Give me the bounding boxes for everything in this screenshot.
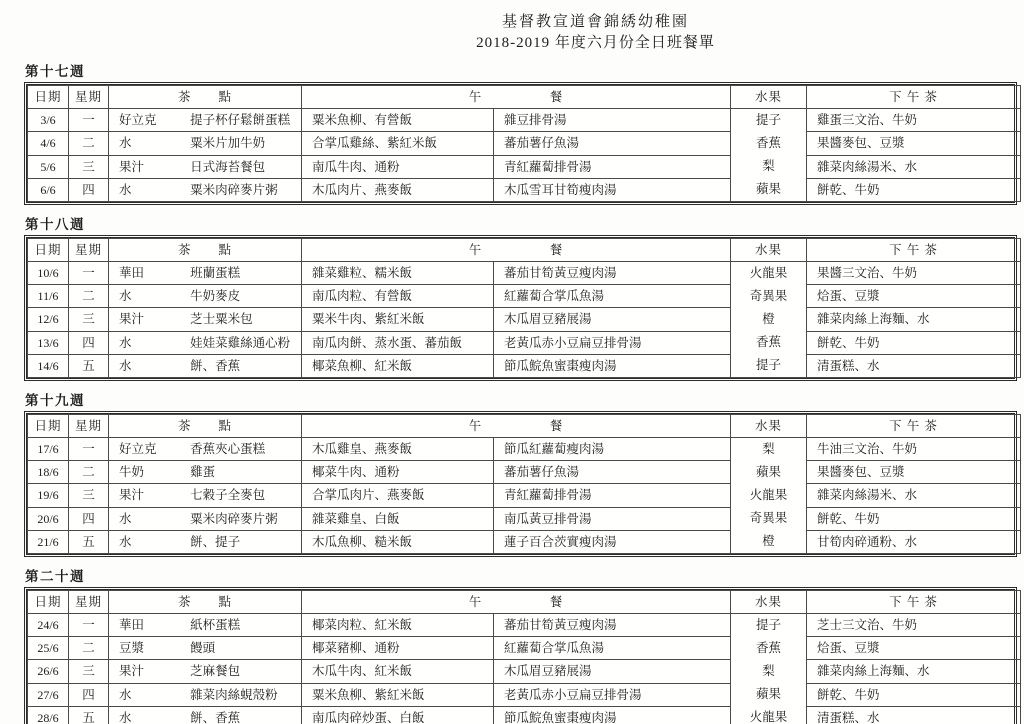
lunch-dish-cell: 粟米魚柳、紫紅米飯 — [302, 683, 494, 706]
snack-food-label: 雜菜肉絲蜆殼粉 — [190, 687, 278, 702]
date-cell: 6/6 — [28, 178, 69, 201]
snack-food-label: 饅頭 — [190, 641, 216, 656]
snack-food-label: 提子杯仔鬆餅蛋糕 — [190, 113, 291, 128]
date-cell: 13/6 — [28, 331, 69, 354]
lunch-dish-cell: 椰菜魚柳、紅米飯 — [302, 354, 494, 377]
fruit-label: 橙 — [762, 312, 775, 326]
lunch-dish-cell: 粟米牛肉、紫紅米飯 — [302, 308, 494, 331]
weekday-cell: 三 — [69, 484, 109, 507]
snack-cell — [109, 683, 302, 706]
fruit-label: 火龍果 — [749, 710, 788, 724]
fruit-label: 香蕉 — [756, 136, 782, 150]
column-header-snack: 茶 點 — [109, 239, 302, 262]
menu-row — [28, 308, 1021, 331]
column-header-weekday: 星期 — [69, 415, 109, 438]
lunch-dish-cell: 椰菜牛肉、通粉 — [302, 461, 494, 484]
snack-food-label: 粟米肉碎麥片粥 — [190, 182, 278, 197]
date-cell: 25/6 — [28, 637, 69, 660]
lunch-dish-cell: 木瓜肉片、燕麥飯 — [302, 178, 494, 201]
weekday-cell: 五 — [69, 706, 109, 724]
afternoon-tea-cell: 雜菜肉絲上海麵、水 — [807, 660, 1021, 683]
snack-drink-label: 水 — [119, 335, 132, 350]
snack-drink-label: 果汁 — [119, 312, 145, 327]
week-title: 第二十週 — [25, 569, 85, 584]
weekday-cell: 三 — [69, 660, 109, 683]
date-cell: 28/6 — [28, 706, 69, 724]
snack-cell — [109, 109, 302, 132]
lunch-dish-cell: 南瓜牛肉、通粉 — [302, 155, 494, 178]
column-header-weekday: 星期 — [69, 591, 109, 614]
date-cell: 26/6 — [28, 660, 69, 683]
fruit-label: 火龍果 — [749, 488, 788, 502]
weekday-cell: 二 — [69, 461, 109, 484]
snack-drink-label: 水 — [119, 358, 132, 373]
weekday-cell: 一 — [69, 109, 109, 132]
menu-row — [28, 507, 1021, 530]
date-cell: 10/6 — [28, 262, 69, 285]
snack-food-label: 芝麻餐包 — [190, 664, 241, 679]
weekday-cell: 三 — [69, 308, 109, 331]
lunch-soup-cell: 南瓜黃豆排骨湯 — [494, 507, 731, 530]
snack-drink-label: 好立克 — [119, 113, 157, 128]
snack-drink-label: 水 — [119, 687, 132, 702]
menu-row — [28, 354, 1021, 377]
fruit-label: 蘋果 — [756, 687, 782, 701]
afternoon-tea-cell: 雜菜肉絲湯米、水 — [807, 484, 1021, 507]
snack-food-label: 娃娃菜雞絲通心粉 — [190, 335, 291, 350]
column-header-afternoon-tea: 下 午 茶 — [807, 415, 1021, 438]
column-header-lunch: 午 餐 — [302, 239, 731, 262]
afternoon-tea-cell: 餅乾、牛奶 — [807, 331, 1021, 354]
lunch-dish-cell: 合掌瓜雞絲、紫紅米飯 — [302, 132, 494, 155]
snack-drink-label: 水 — [119, 182, 132, 197]
lunch-dish-cell: 南瓜肉粒、有營飯 — [302, 285, 494, 308]
snack-drink-label: 華田 — [119, 618, 145, 633]
weekday-cell: 五 — [69, 530, 109, 553]
lunch-soup-cell: 蕃茄薯仔魚湯 — [494, 461, 731, 484]
fruit-label: 梨 — [762, 664, 775, 678]
snack-cell — [109, 438, 302, 461]
menu-row — [28, 706, 1021, 724]
date-cell: 17/6 — [28, 438, 69, 461]
lunch-dish-cell: 木瓜魚柳、糙米飯 — [302, 530, 494, 553]
week-section — [24, 389, 1017, 557]
menu-row — [28, 530, 1021, 553]
snack-cell — [109, 354, 302, 377]
header-row — [28, 591, 1021, 614]
fruit-label: 香蕉 — [756, 641, 782, 655]
weekday-cell: 四 — [69, 683, 109, 706]
date-cell: 14/6 — [28, 354, 69, 377]
weekday-cell: 四 — [69, 331, 109, 354]
week-title: 第十八週 — [25, 217, 85, 232]
fruit-label: 橙 — [762, 534, 775, 548]
afternoon-tea-cell: 雜菜肉絲湯米、水 — [807, 155, 1021, 178]
date-cell: 5/6 — [28, 155, 69, 178]
snack-drink-label: 水 — [119, 534, 132, 549]
lunch-dish-cell: 合掌瓜肉片、燕麥飯 — [302, 484, 494, 507]
afternoon-tea-cell: 果醬三文治、牛奶 — [807, 262, 1021, 285]
snack-food-label: 餅、香蕉 — [190, 710, 241, 724]
column-header-afternoon-tea: 下 午 茶 — [807, 239, 1021, 262]
menu-table — [24, 587, 1017, 724]
lunch-soup-cell: 青紅蘿蔔排骨湯 — [494, 155, 731, 178]
lunch-dish-cell: 木瓜雞皇、燕麥飯 — [302, 438, 494, 461]
snack-cell — [109, 660, 302, 683]
week-title: 第十七週 — [25, 64, 85, 79]
snack-food-label: 雞蛋 — [190, 465, 216, 480]
week-section — [24, 213, 1017, 381]
lunch-dish-cell: 南瓜肉碎炒蛋、白飯 — [302, 706, 494, 724]
lunch-dish-cell: 椰菜肉粒、紅米飯 — [302, 614, 494, 637]
weekday-cell: 二 — [69, 132, 109, 155]
lunch-soup-cell: 蕃茄甘筍黃豆瘦肉湯 — [494, 262, 731, 285]
column-header-lunch: 午 餐 — [302, 591, 731, 614]
snack-food-label: 七穀子全麥包 — [190, 488, 266, 503]
snack-food-label: 粟米片加牛奶 — [190, 136, 266, 151]
fruit-label: 蘋果 — [756, 465, 782, 479]
column-header-weekday: 星期 — [69, 86, 109, 109]
lunch-dish-cell: 椰菜豬柳、通粉 — [302, 637, 494, 660]
menu-row — [28, 132, 1021, 155]
menu-row — [28, 109, 1021, 132]
fruit-label: 提子 — [756, 618, 782, 632]
lunch-soup-cell: 節瓜鯇魚蜜棗瘦肉湯 — [494, 354, 731, 377]
snack-drink-label: 水 — [119, 710, 132, 724]
afternoon-tea-cell: 烚蛋、豆漿 — [807, 637, 1021, 660]
fruit-label: 梨 — [762, 159, 775, 173]
snack-cell — [109, 178, 302, 201]
afternoon-tea-cell: 餅乾、牛奶 — [807, 683, 1021, 706]
snack-drink-label: 果汁 — [119, 664, 145, 679]
column-header-fruit: 水果 — [731, 415, 807, 438]
menu-table — [24, 82, 1017, 205]
afternoon-tea-cell: 清蛋糕、水 — [807, 706, 1021, 724]
menu-row — [28, 614, 1021, 637]
snack-cell — [109, 614, 302, 637]
afternoon-tea-cell: 清蛋糕、水 — [807, 354, 1021, 377]
menu-row — [28, 178, 1021, 201]
menu-row — [28, 285, 1021, 308]
snack-food-label: 牛奶麥皮 — [190, 289, 241, 304]
lunch-dish-cell: 雜菜雞皇、白飯 — [302, 507, 494, 530]
fruit-label: 奇異果 — [749, 511, 788, 525]
document-header — [174, 12, 1017, 54]
fruit-label: 梨 — [762, 442, 775, 456]
snack-cell — [109, 331, 302, 354]
snack-cell — [109, 132, 302, 155]
date-cell: 20/6 — [28, 507, 69, 530]
date-cell: 3/6 — [28, 109, 69, 132]
afternoon-tea-cell: 雞蛋三文治、牛奶 — [807, 109, 1021, 132]
date-cell: 27/6 — [28, 683, 69, 706]
snack-cell — [109, 262, 302, 285]
column-header-date: 日期 — [28, 86, 69, 109]
header-row — [28, 86, 1021, 109]
snack-cell — [109, 637, 302, 660]
snack-food-label: 餅、香蕉 — [190, 358, 241, 373]
fruit-label: 提子 — [756, 113, 782, 127]
snack-food-label: 香蕉夾心蛋糕 — [190, 442, 266, 457]
snack-drink-label: 牛奶 — [119, 465, 145, 480]
afternoon-tea-cell: 甘筍肉碎通粉、水 — [807, 530, 1021, 553]
snack-drink-label: 水 — [119, 289, 132, 304]
header-row — [28, 239, 1021, 262]
page-title: 基督教宣道會錦綉幼稚園 — [501, 14, 689, 30]
snack-drink-label: 果汁 — [119, 488, 145, 503]
date-cell: 24/6 — [28, 614, 69, 637]
weekday-cell: 四 — [69, 507, 109, 530]
weekday-cell: 五 — [69, 354, 109, 377]
lunch-soup-cell: 木瓜眉豆豬展湯 — [494, 660, 731, 683]
menu-row — [28, 484, 1021, 507]
header-row — [28, 415, 1021, 438]
menu-row — [28, 331, 1021, 354]
snack-drink-label: 水 — [119, 136, 132, 151]
fruit-label: 提子 — [756, 358, 782, 372]
snack-food-label: 餅、提子 — [190, 534, 241, 549]
afternoon-tea-cell: 果醬麥包、豆漿 — [807, 132, 1021, 155]
lunch-dish-cell: 雜菜雞粒、糯米飯 — [302, 262, 494, 285]
lunch-soup-cell: 木瓜雪耳甘筍瘦肉湯 — [494, 178, 731, 201]
fruit-label: 奇異果 — [749, 289, 788, 303]
week-title: 第十九週 — [25, 393, 85, 408]
column-header-lunch: 午 餐 — [302, 86, 731, 109]
afternoon-tea-cell: 果醬麥包、豆漿 — [807, 461, 1021, 484]
fruit-label: 香蕉 — [756, 335, 782, 349]
lunch-soup-cell: 老黃瓜赤小豆扁豆排骨湯 — [494, 331, 731, 354]
snack-food-label: 粟米肉碎麥片粥 — [190, 511, 278, 526]
menu-row — [28, 262, 1021, 285]
column-header-fruit: 水果 — [731, 239, 807, 262]
snack-cell — [109, 706, 302, 724]
afternoon-tea-cell: 芝士三文治、牛奶 — [807, 614, 1021, 637]
lunch-soup-cell: 紅蘿蔔合掌瓜魚湯 — [494, 637, 731, 660]
column-header-afternoon-tea: 下 午 茶 — [807, 591, 1021, 614]
menu-row — [28, 660, 1021, 683]
snack-drink-label: 好立克 — [119, 442, 157, 457]
snack-food-label: 紙杯蛋糕 — [190, 618, 241, 633]
snack-cell — [109, 308, 302, 331]
snack-cell — [109, 484, 302, 507]
lunch-soup-cell: 節瓜鯇魚蜜棗瘦肉湯 — [494, 706, 731, 724]
lunch-soup-cell: 節瓜紅蘿蔔瘦肉湯 — [494, 438, 731, 461]
fruit-label: 火龍果 — [749, 266, 788, 280]
lunch-soup-cell: 蓮子百合茨實瘦肉湯 — [494, 530, 731, 553]
column-header-snack: 茶 點 — [109, 86, 302, 109]
column-header-afternoon-tea: 下 午 茶 — [807, 86, 1021, 109]
week-section — [24, 565, 1017, 724]
snack-cell — [109, 285, 302, 308]
column-header-fruit: 水果 — [731, 86, 807, 109]
snack-drink-label: 水 — [119, 511, 132, 526]
menu-row — [28, 461, 1021, 484]
column-header-lunch: 午 餐 — [302, 415, 731, 438]
menu-row — [28, 438, 1021, 461]
fruit-cell — [731, 109, 807, 202]
lunch-soup-cell: 青紅蘿蔔排骨湯 — [494, 484, 731, 507]
snack-drink-label: 豆漿 — [119, 641, 145, 656]
lunch-soup-cell: 蕃茄薯仔魚湯 — [494, 132, 731, 155]
afternoon-tea-cell: 餅乾、牛奶 — [807, 178, 1021, 201]
menu-row — [28, 155, 1021, 178]
weekday-cell: 一 — [69, 438, 109, 461]
column-header-fruit: 水果 — [731, 591, 807, 614]
snack-drink-label: 果汁 — [119, 159, 145, 174]
lunch-dish-cell: 南瓜肉餅、蒸水蛋、蕃茄飯 — [302, 331, 494, 354]
menu-row — [28, 683, 1021, 706]
fruit-cell — [731, 262, 807, 378]
date-cell: 21/6 — [28, 530, 69, 553]
snack-cell — [109, 507, 302, 530]
snack-food-label: 日式海苔餐包 — [190, 159, 266, 174]
weekday-cell: 三 — [69, 155, 109, 178]
fruit-cell — [731, 438, 807, 554]
afternoon-tea-cell: 餅乾、牛奶 — [807, 507, 1021, 530]
lunch-soup-cell: 木瓜眉豆豬展湯 — [494, 308, 731, 331]
afternoon-tea-cell: 雜菜肉絲上海麵、水 — [807, 308, 1021, 331]
week-section — [24, 60, 1017, 205]
weekday-cell: 四 — [69, 178, 109, 201]
date-cell: 18/6 — [28, 461, 69, 484]
weeks-container — [24, 60, 1017, 724]
snack-cell — [109, 155, 302, 178]
snack-cell — [109, 461, 302, 484]
lunch-soup-cell: 紅蘿蔔合掌瓜魚湯 — [494, 285, 731, 308]
afternoon-tea-cell: 烚蛋、豆漿 — [807, 285, 1021, 308]
menu-table — [24, 235, 1017, 381]
column-header-date: 日期 — [28, 415, 69, 438]
fruit-cell — [731, 614, 807, 724]
page-subtitle: 2018-2019 年度六月份全日班餐單 — [476, 35, 715, 51]
fruit-label: 蘋果 — [756, 182, 782, 196]
column-header-snack: 茶 點 — [109, 591, 302, 614]
date-cell: 11/6 — [28, 285, 69, 308]
snack-drink-label: 華田 — [119, 266, 145, 281]
weekday-cell: 二 — [69, 285, 109, 308]
weekday-cell: 一 — [69, 262, 109, 285]
lunch-soup-cell: 老黃瓜赤小豆扁豆排骨湯 — [494, 683, 731, 706]
column-header-snack: 茶 點 — [109, 415, 302, 438]
date-cell: 12/6 — [28, 308, 69, 331]
snack-food-label: 班蘭蛋糕 — [190, 266, 241, 281]
menu-row — [28, 637, 1021, 660]
lunch-soup-cell: 雜豆排骨湯 — [494, 109, 731, 132]
weekday-cell: 一 — [69, 614, 109, 637]
afternoon-tea-cell: 牛油三文治、牛奶 — [807, 438, 1021, 461]
column-header-weekday: 星期 — [69, 239, 109, 262]
snack-food-label: 芝士粟米包 — [190, 312, 253, 327]
column-header-date: 日期 — [28, 591, 69, 614]
lunch-dish-cell: 木瓜牛肉、紅米飯 — [302, 660, 494, 683]
date-cell: 19/6 — [28, 484, 69, 507]
column-header-date: 日期 — [28, 239, 69, 262]
menu-table — [24, 411, 1017, 557]
date-cell: 4/6 — [28, 132, 69, 155]
weekday-cell: 二 — [69, 637, 109, 660]
lunch-dish-cell: 粟米魚柳、有營飯 — [302, 109, 494, 132]
lunch-soup-cell: 蕃茄甘筍黃豆瘦肉湯 — [494, 614, 731, 637]
snack-cell — [109, 530, 302, 553]
